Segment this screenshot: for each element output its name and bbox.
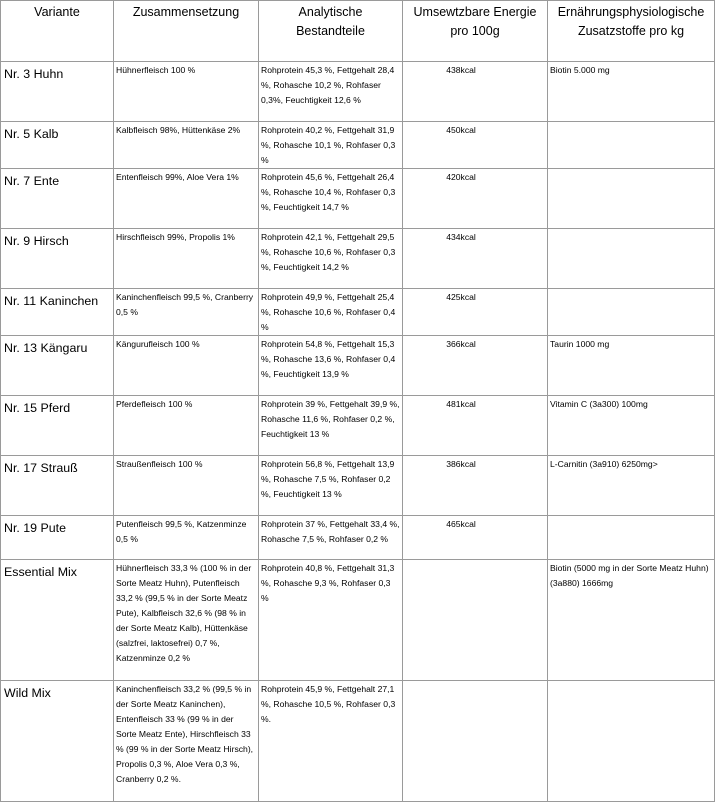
cell-energie: 386kcal — [403, 456, 548, 516]
table-row — [1, 229, 715, 289]
cell-zusatzstoffe: Biotin 5.000 mg — [548, 62, 715, 122]
table-row — [1, 289, 715, 336]
cell-zusammensetzung: Hühnerfleisch 100 % — [114, 62, 259, 122]
header-zusammensetzung: Zusammensetzung — [114, 1, 259, 62]
cell-bestandteile: Rohprotein 45,3 %, Fettgehalt 28,4 %, Rohasche 10,2 %, Rohfaser 0,3%, Feuchtigkeit 12,6 % — [259, 62, 403, 122]
cell-zusammensetzung: Straußenfleisch 100 % — [114, 456, 259, 516]
cell-zusatzstoffe — [548, 169, 715, 229]
cell-energie: 438kcal — [403, 62, 548, 122]
cell-energie: 434kcal — [403, 229, 548, 289]
cell-variante: Nr. 11 Kaninchen — [1, 289, 114, 336]
cell-energie: 465kcal — [403, 516, 548, 560]
table-row — [1, 169, 715, 229]
table-row — [1, 62, 715, 122]
cell-zusatzstoffe: Biotin (5000 mg in der Sorte Meatz Huhn) (3a880) 1666mg — [548, 560, 715, 681]
cell-zusammensetzung: Pferdefleisch 100 % — [114, 396, 259, 456]
cell-bestandteile: Rohprotein 54,8 %, Fettgehalt 15,3 %, Rohasche 13,6 %, Rohfaser 0,4 %, Feuchtigkeit 13,9 % — [259, 336, 403, 396]
cell-zusatzstoffe — [548, 516, 715, 560]
cell-bestandteile: Rohprotein 45,6 %, Fettgehalt 26,4 %, Rohasche 10,4 %, Rohfaser 0,3 %, Feuchtigkeit 14,7 % — [259, 169, 403, 229]
cell-zusatzstoffe: Vitamin C (3a300) 100mg — [548, 396, 715, 456]
cell-bestandteile: Rohprotein 45,9 %, Fettgehalt 27,1 %, Rohasche 10,5 %, Rohfaser 0,3 %. — [259, 681, 403, 802]
cell-variante: Nr. 19 Pute — [1, 516, 114, 560]
cell-zusammensetzung: Kaninchenfleisch 99,5 %, Cranberry 0,5 % — [114, 289, 259, 336]
cell-bestandteile: Rohprotein 56,8 %, Fettgehalt 13,9 %, Rohasche 7,5 %, Rohfaser 0,2 %, Feuchtigkeit 13 % — [259, 456, 403, 516]
cell-zusammensetzung: Kalbfleisch 98%, Hüttenkäse 2% — [114, 122, 259, 169]
header-row — [1, 1, 715, 62]
table-row — [1, 336, 715, 396]
cell-energie — [403, 560, 548, 681]
cell-bestandteile: Rohprotein 39 %, Fettgehalt 39,9 %, Rohasche 11,6 %, Rohfaser 0,2 %, Feuchtigkeit 13 % — [259, 396, 403, 456]
header-variante: Variante — [1, 1, 114, 62]
table-row — [1, 560, 715, 681]
cell-zusatzstoffe — [548, 122, 715, 169]
cell-zusammensetzung: Putenfleisch 99,5 %, Katzenminze 0,5 % — [114, 516, 259, 560]
header-bestandteile: Analytische Bestandteile — [259, 1, 403, 62]
cell-zusammensetzung: Kängurufleisch 100 % — [114, 336, 259, 396]
cell-energie: 481kcal — [403, 396, 548, 456]
cell-variante: Nr. 15 Pferd — [1, 396, 114, 456]
cell-zusammensetzung: Hirschfleisch 99%, Propolis 1% — [114, 229, 259, 289]
cell-energie: 450kcal — [403, 122, 548, 169]
cell-variante: Nr. 5 Kalb — [1, 122, 114, 169]
cell-zusammensetzung: Entenfleisch 99%, Aloe Vera 1% — [114, 169, 259, 229]
table-row — [1, 122, 715, 169]
header-energie: Umsewtzbare Energie pro 100g — [403, 1, 548, 62]
header-zusatzstoffe: Ernährungsphysiologische Zusatzstoffe pro kg — [548, 1, 715, 62]
table-row — [1, 396, 715, 456]
cell-variante: Nr. 3 Huhn — [1, 62, 114, 122]
cell-energie — [403, 681, 548, 802]
cell-bestandteile: Rohprotein 40,8 %, Fettgehalt 31,3 %, Rohasche 9,3 %, Rohfaser 0,3 % — [259, 560, 403, 681]
cell-zusatzstoffe — [548, 681, 715, 802]
cell-bestandteile: Rohprotein 37 %, Fettgehalt 33,4 %, Rohasche 7,5 %, Rohfaser 0,2 % — [259, 516, 403, 560]
table-row — [1, 516, 715, 560]
cell-variante: Nr. 7 Ente — [1, 169, 114, 229]
cell-energie: 425kcal — [403, 289, 548, 336]
cell-zusatzstoffe — [548, 289, 715, 336]
cell-variante: Nr. 17 Strauß — [1, 456, 114, 516]
cell-variante: Wild Mix — [1, 681, 114, 802]
cell-zusatzstoffe: Taurin 1000 mg — [548, 336, 715, 396]
cell-zusammensetzung: Hühnerfleisch 33,3 % (100 % in der Sorte Meatz Huhn), Putenfleisch 33,2 % (99,5 % in der Sorte Meatz Pute), Kalbfleisch 32,6 % (98 % in der Sorte Meatz Kalb), Hüttenkäse (salzfrei, laktosefrei) 0,7 %, Katzenminze 0,2 % — [114, 560, 259, 681]
table-row — [1, 681, 715, 802]
cell-variante: Nr. 9 Hirsch — [1, 229, 114, 289]
cell-bestandteile: Rohprotein 42,1 %, Fettgehalt 29,5 %, Rohasche 10,6 %, Rohfaser 0,3 %, Feuchtigkeit 14,2 % — [259, 229, 403, 289]
cell-bestandteile: Rohprotein 49,9 %, Fettgehalt 25,4 %, Rohasche 10,6 %, Rohfaser 0,4 % — [259, 289, 403, 336]
cell-variante: Essential Mix — [1, 560, 114, 681]
cell-energie: 420kcal — [403, 169, 548, 229]
cell-variante: Nr. 13 Kängaru — [1, 336, 114, 396]
cell-zusammensetzung: Kaninchenfleisch 33,2 % (99,5 % in der Sorte Meatz Kaninchen), Entenfleisch 33 % (99 % in der Sorte Meatz Ente), Hirschfleisch 33 % (99 % in der Sorte Meatz Hirsch), Propolis 0,3 %, Aloe Vera 0,3 %, Cranberry 0,2 %. — [114, 681, 259, 802]
cell-bestandteile: Rohprotein 40,2 %, Fettgehalt 31,9 %, Rohasche 10,1 %, Rohfaser 0,3 % — [259, 122, 403, 169]
table-row — [1, 456, 715, 516]
cell-energie: 366kcal — [403, 336, 548, 396]
cell-zusatzstoffe: L-Carnitin (3a910) 6250mg> — [548, 456, 715, 516]
cell-zusatzstoffe — [548, 229, 715, 289]
